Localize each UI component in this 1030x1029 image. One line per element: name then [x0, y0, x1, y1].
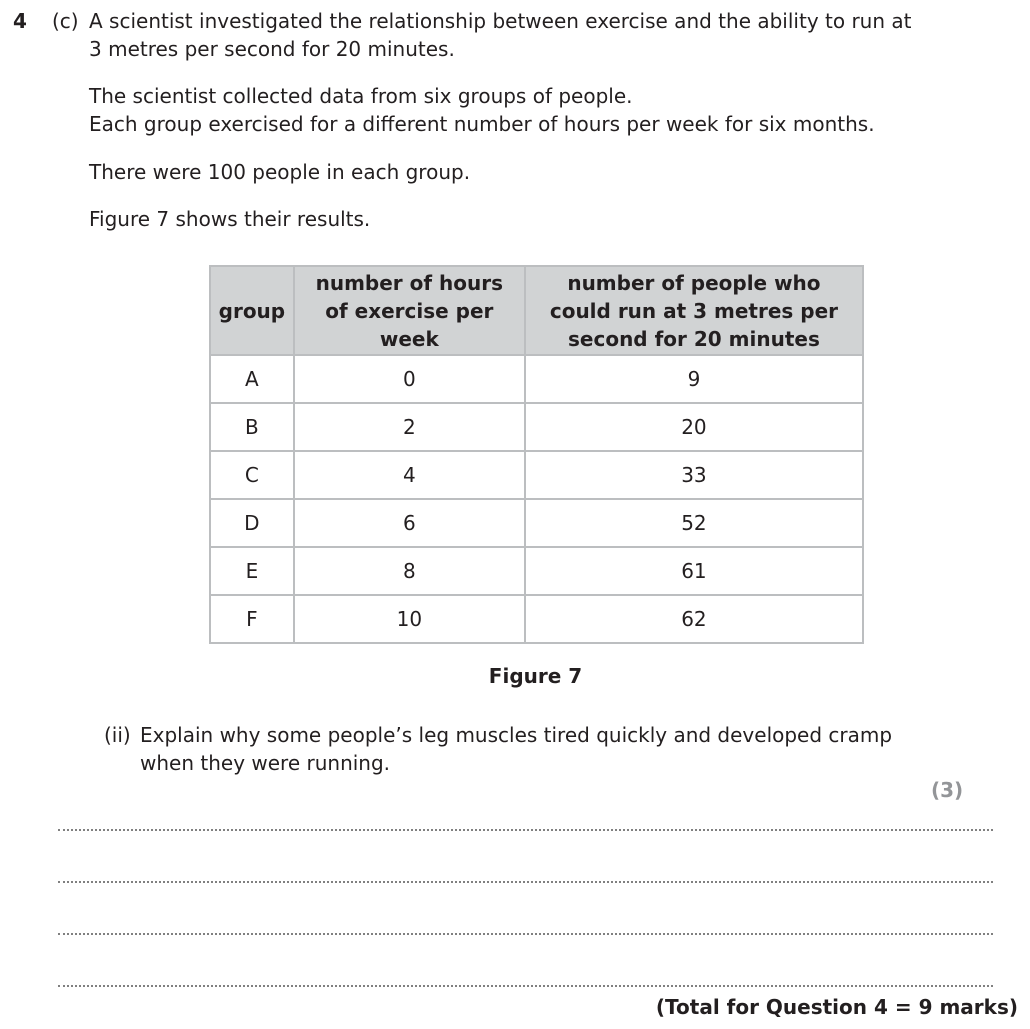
cell-group: E — [210, 547, 294, 595]
table-row — [210, 403, 863, 451]
cell-hours: 10 — [294, 595, 525, 643]
cell-group: F — [210, 595, 294, 643]
table-row — [210, 547, 863, 595]
table-row — [210, 499, 863, 547]
intro-line-1: A scientist investigated the relationship between exercise and the ability to run at — [89, 9, 912, 33]
cell-people: 9 — [525, 355, 863, 403]
header-people-label: number of people who could run at 3 metres per second for 20 minutes — [549, 270, 839, 351]
method-line-2: Each group exercised for a different number of hours per week for six months. — [89, 112, 875, 136]
marks-available: (3) — [931, 778, 964, 802]
method-line-1: The scientist collected data from six groups of people. — [89, 84, 633, 108]
table-row — [210, 355, 863, 403]
cell-hours: 8 — [294, 547, 525, 595]
results-table — [209, 265, 864, 644]
header-hours — [294, 266, 525, 355]
cell-group: C — [210, 451, 294, 499]
header-group: group — [210, 266, 294, 355]
cell-hours: 0 — [294, 355, 525, 403]
table-header-row — [210, 266, 863, 355]
cell-group: D — [210, 499, 294, 547]
cell-group: A — [210, 355, 294, 403]
table-row — [210, 595, 863, 643]
cell-people: 52 — [525, 499, 863, 547]
subquestion-line-2: when they were running. — [140, 751, 391, 775]
answer-line[interactable] — [58, 829, 993, 831]
cell-people: 62 — [525, 595, 863, 643]
question-number: 4 — [13, 9, 27, 33]
cell-group: B — [210, 403, 294, 451]
answer-line[interactable] — [58, 985, 993, 987]
cell-hours: 2 — [294, 403, 525, 451]
header-hours-label: number of hours of exercise per week — [315, 270, 504, 351]
answer-line[interactable] — [58, 881, 993, 883]
figure-caption: Figure 7 — [488, 664, 583, 688]
intro-line-2: 3 metres per second for 20 minutes. — [89, 37, 455, 61]
question-total: (Total for Question 4 = 9 marks) — [655, 995, 1018, 1019]
table-row — [210, 451, 863, 499]
subquestion-number: (ii) — [104, 723, 131, 747]
subquestion-line-1: Explain why some people’s leg muscles tired quickly and developed cramp — [140, 723, 893, 747]
header-people — [525, 266, 863, 355]
cell-people: 33 — [525, 451, 863, 499]
group-size-text: There were 100 people in each group. — [89, 160, 471, 184]
cell-people: 61 — [525, 547, 863, 595]
cell-hours: 4 — [294, 451, 525, 499]
cell-hours: 6 — [294, 499, 525, 547]
answer-line[interactable] — [58, 933, 993, 935]
cell-people: 20 — [525, 403, 863, 451]
figure-reference-text: Figure 7 shows their results. — [89, 207, 371, 231]
question-part-label: (c) — [52, 9, 79, 33]
